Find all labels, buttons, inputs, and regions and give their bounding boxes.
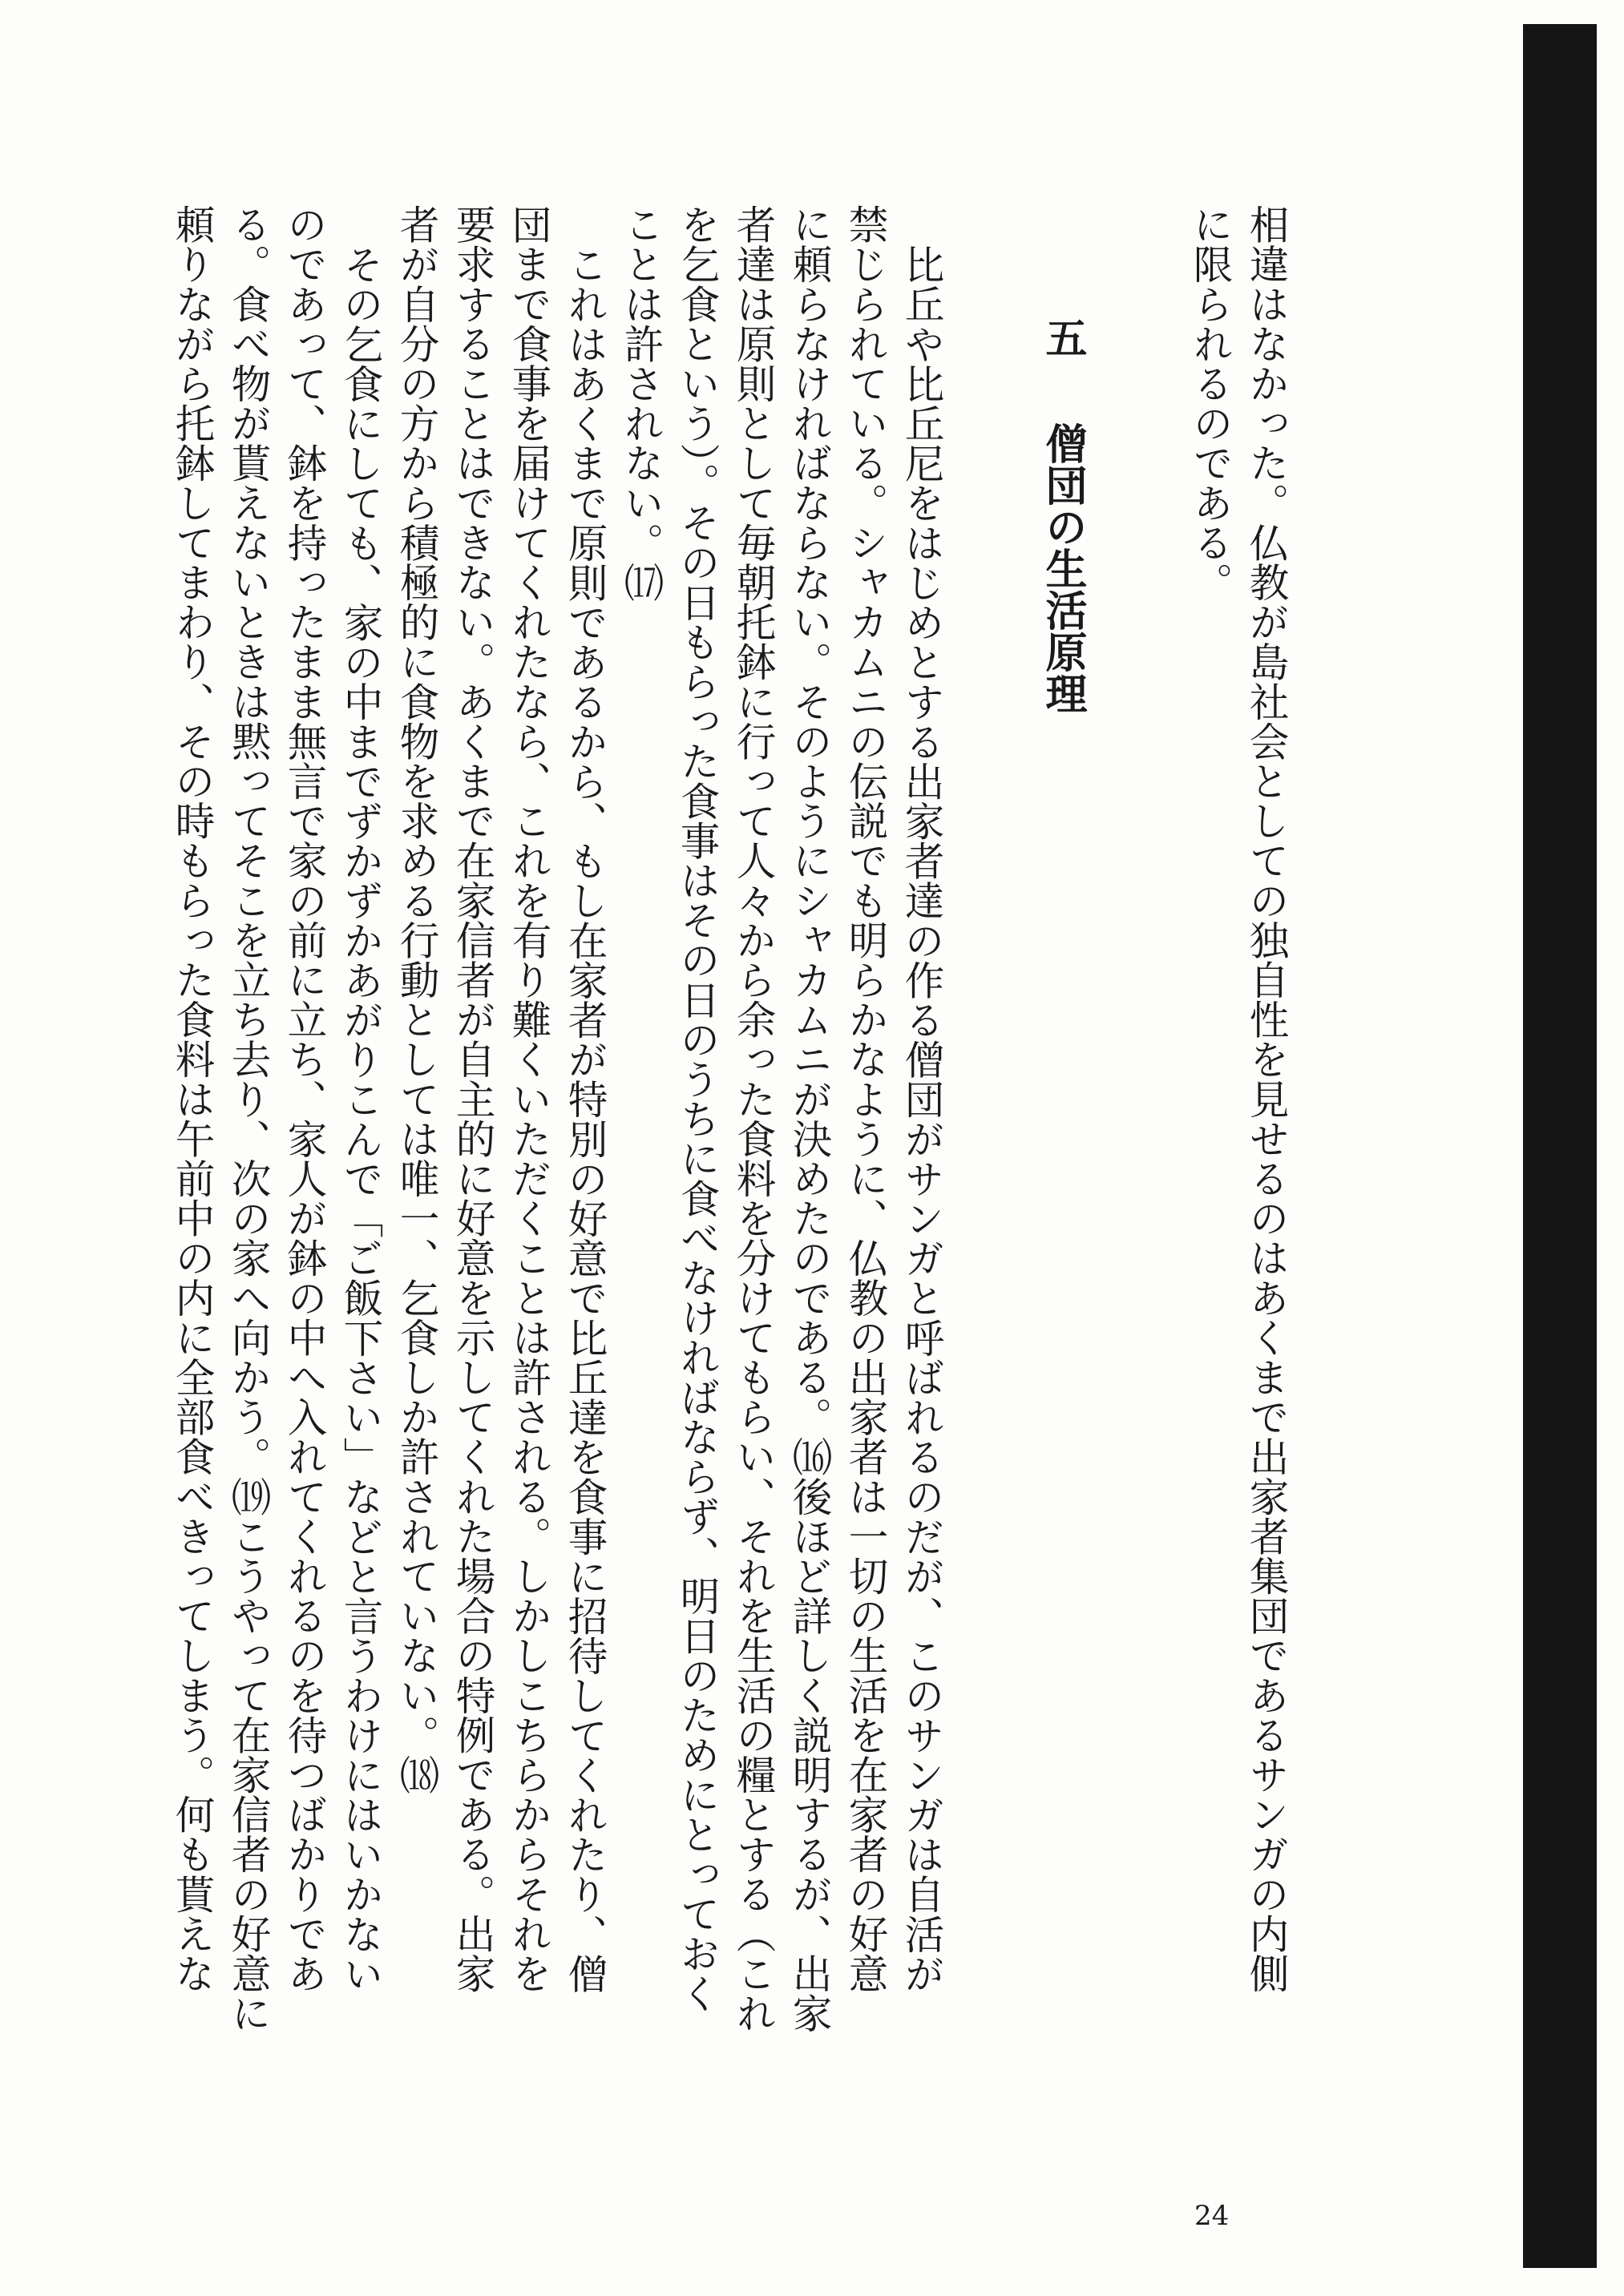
text-column: 団まで食事を届けてくれたなら、これを有り難くいただくことは許される。しかしこちらからそれを [506,204,552,1993]
text-column: のであって、鉢を持ったまま無言で家の前に立ち、家人が鉢の中へ入れてくれるのを待つばかりであ [281,204,328,1993]
text-column: その乞食にしても、家の中までずかずかあがりこんで「ご飯下さい」などと言うわけにはいかない [337,244,384,1994]
section-heading [1030,317,1094,1038]
section-title: 僧団の生活原理 [1038,422,1087,714]
text-column: を乞食という）。その日もらった食事はその日のうちに食べなければならず、明日のためにとっておく [674,204,721,2013]
text-column: に頼らなければならない。そのようにシャカムニが決めたのである。⒃後ほど詳しく説明するが、出家 [786,204,833,2033]
text-column: 比丘や比丘尼をはじめとする出家者達の作る僧団がサンガと呼ばれるのだが、このサンガは自活が [899,244,945,1994]
text-column: 頼りながら托鉢してまわり、その時もらった食料は午前中の内に全部食べきってしまう。何も貰えな [169,204,216,1993]
text-column: 要求することはできない。あくまで在家信者が自主的に好意を示してくれた場合の特例である。出家 [450,204,496,1993]
text-column: 者達は原則として毎朝托鉢に行って人々から余った食料を分けてもらい、それを生活の糧とする（これ [730,204,777,2033]
text-column: 者が自分の方から積極的に食物を求める行動としては唯一、乞食しか許されていない。⒅ [394,204,440,1794]
text-column: 禁じられている。シャカムニの伝説でも明らかなように、仏教の出家者は一切の生活を在家者の好意 [842,204,889,1993]
text-column: 相違はなかった。仏教が島社会としての独自性を見せるのはあくまで出家者集団であるサンガの内側 [1243,204,1290,1993]
body-text [24,204,1299,2072]
scan-edge-shadow [1523,24,1597,2268]
section-number: 五 [1038,317,1087,358]
text-column: これはあくまで原則であるから、もし在家者が特別の好意で比丘達を食事に招待してくれたり、僧 [562,244,608,1994]
text-column: に限られるのである。 [1187,204,1234,602]
text-column: ことは許されない。⒄ [618,204,665,602]
text-column: る。食べ物が貰えないときは黙ってそこを立ち去り、次の家へ向かう。⒆こうやって在家信者の好意に [225,204,272,2033]
page-number: 24 [1194,2200,1230,2232]
